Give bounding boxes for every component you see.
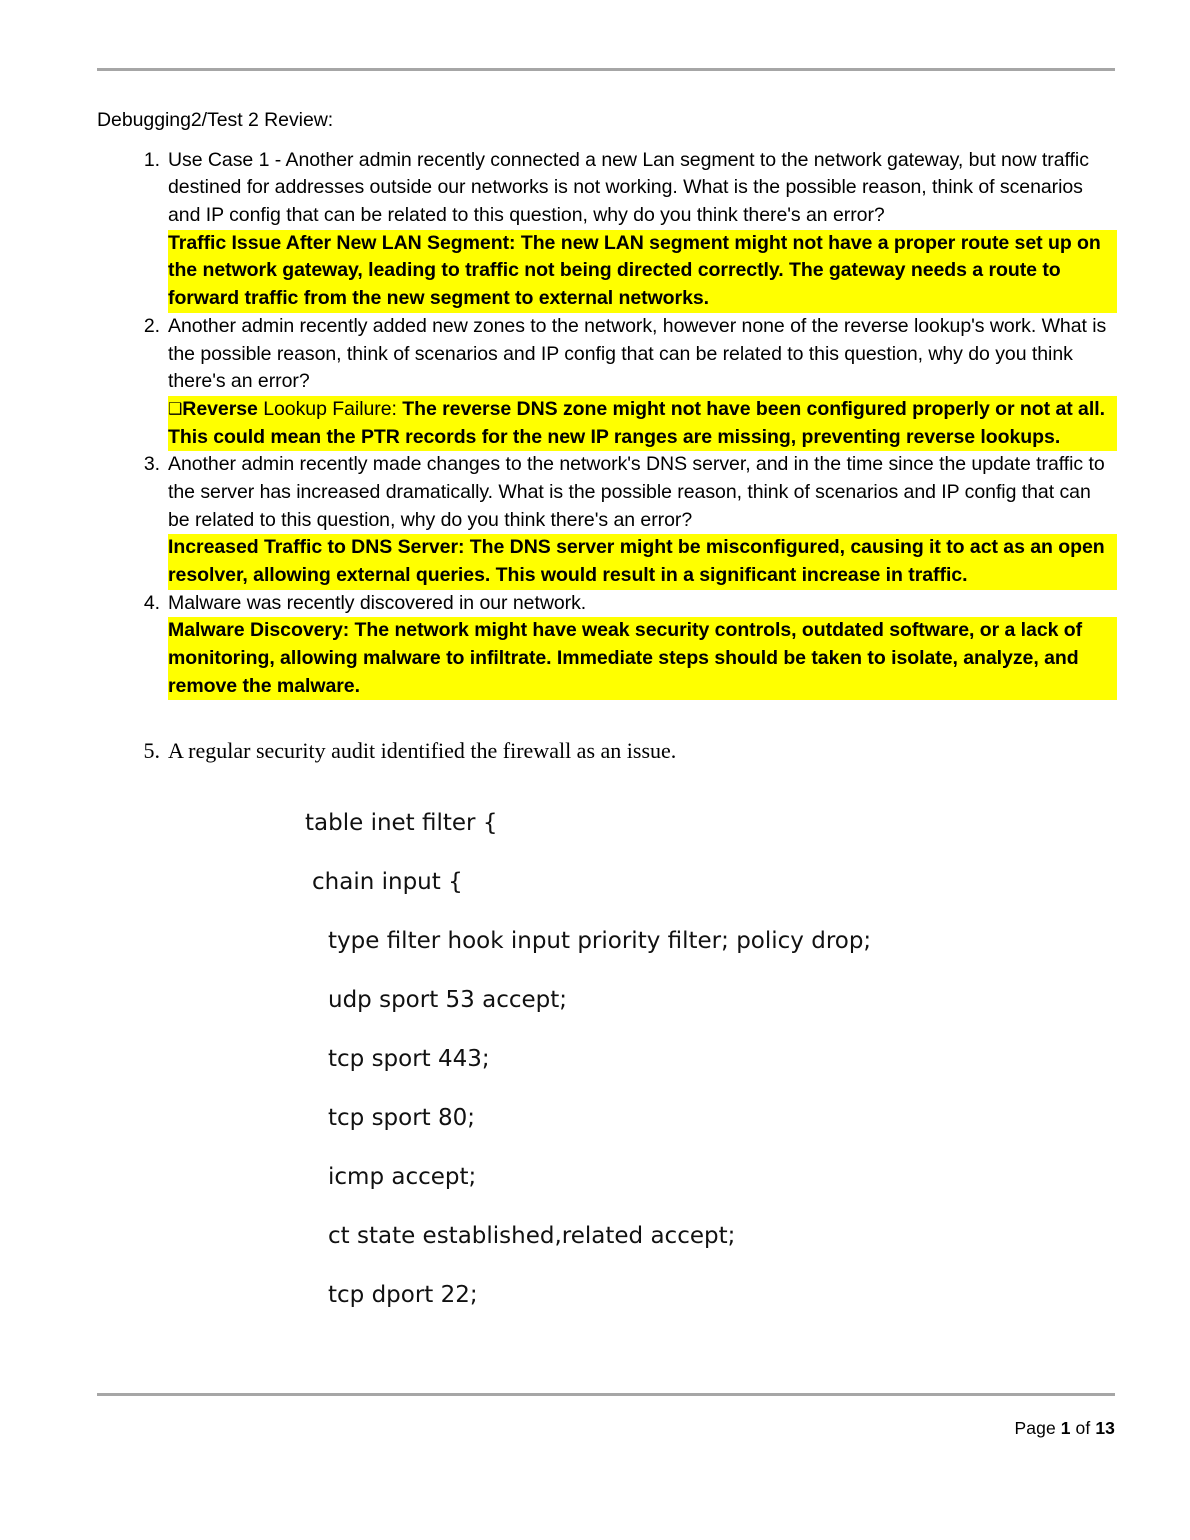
footer-current-page: 1: [1060, 1418, 1071, 1438]
list-item-4: [97, 590, 1117, 701]
code-line: tcp sport 443;: [328, 1046, 490, 1073]
answer-highlight-4: Malware Discovery: The network might have weak security controls, outdated software, or a lack of monitoring, allowing malware to infiltrate. Immediate steps should be taken to isolate, analyze, and remove the malware.: [168, 617, 1117, 700]
list-number-3: 3.: [143, 453, 160, 476]
answer-highlight-3: Increased Traffic to DNS Server: The DNS server might be misconfigured, causing it to act as an open resolver, allowing external queries. This would result in a significant increase in traffic.: [168, 534, 1117, 589]
page-footer: [97, 1418, 1115, 1439]
code-line: tcp sport 80;: [328, 1105, 476, 1132]
question-list: [97, 147, 1117, 701]
code-line: type filter hook input priority filter; policy drop;: [328, 928, 872, 955]
answer-highlight-2: [168, 396, 1117, 451]
question-text-2: Another admin recently added new zones to the network, however none of the reverse lookup's work. What is the possible reason, think of scenarios and IP config that can be related to this question, why do you think there's an error?: [168, 314, 1107, 393]
footer-middle: of: [1070, 1418, 1096, 1438]
list-item-2: [97, 313, 1117, 451]
list-item-5: [97, 737, 1117, 766]
code-line: chain input {: [312, 869, 463, 896]
header-rule: [97, 68, 1115, 71]
document-body: [97, 108, 1117, 1343]
list-number-4: 4.: [143, 591, 160, 614]
code-line: ct state established,related accept;: [328, 1223, 736, 1250]
list-number-2: 2.: [143, 314, 160, 337]
missing-glyph-icon: ❑: [168, 398, 183, 418]
footer-rule: [97, 1393, 1115, 1396]
code-line: icmp accept;: [328, 1164, 477, 1191]
answer-lead-bold-2: Reverse: [182, 397, 258, 420]
list-number-5: 5.: [143, 738, 160, 764]
firewall-config-code-block: [97, 812, 1117, 1343]
code-line: table inet filter {: [305, 810, 498, 837]
code-line: tcp dport 22;: [328, 1282, 478, 1309]
list-number-1: 1.: [143, 148, 160, 171]
answer-body-2: The reverse DNS zone might not have been configured properly or not at all. This could mean the PTR records for the new IP ranges are missing, preventing reverse lookups.: [168, 397, 1105, 448]
question-text-5: A regular security audit identified the firewall as an issue.: [168, 738, 677, 764]
footer-prefix: Page: [1014, 1418, 1061, 1438]
list-item-1: [97, 147, 1117, 313]
page-title: Debugging2/Test 2 Review:: [97, 109, 334, 131]
question-text-4: Malware was recently discovered in our network.: [168, 591, 587, 614]
footer-total-pages: 13: [1095, 1418, 1115, 1438]
code-line: udp sport 53 accept;: [328, 987, 568, 1014]
answer-highlight-1: Traffic Issue After New LAN Segment: The new LAN segment might not have a proper route set up on the network gateway, leading to traffic not being directed correctly. The gateway needs a route to forward traffic from the new segment to external networks.: [168, 230, 1117, 313]
list-item-3: [97, 451, 1117, 589]
question-text-3: Another admin recently made changes to the network's DNS server, and in the time since the update traffic to the server has increased dramatically. What is the possible reason, think of scenarios and IP config that can be related to this question, why do you think there's an error?: [168, 453, 1105, 531]
answer-lead-normal-2: Lookup Failure:: [257, 397, 403, 420]
question-text-1: Use Case 1 - Another admin recently connected a new Lan segment to the network gateway, but now traffic destined for addresses outside our networks is not working. What is the possible reason, think of scenarios and IP config that can be related to this question, why do you think there's an error?: [168, 148, 1089, 227]
